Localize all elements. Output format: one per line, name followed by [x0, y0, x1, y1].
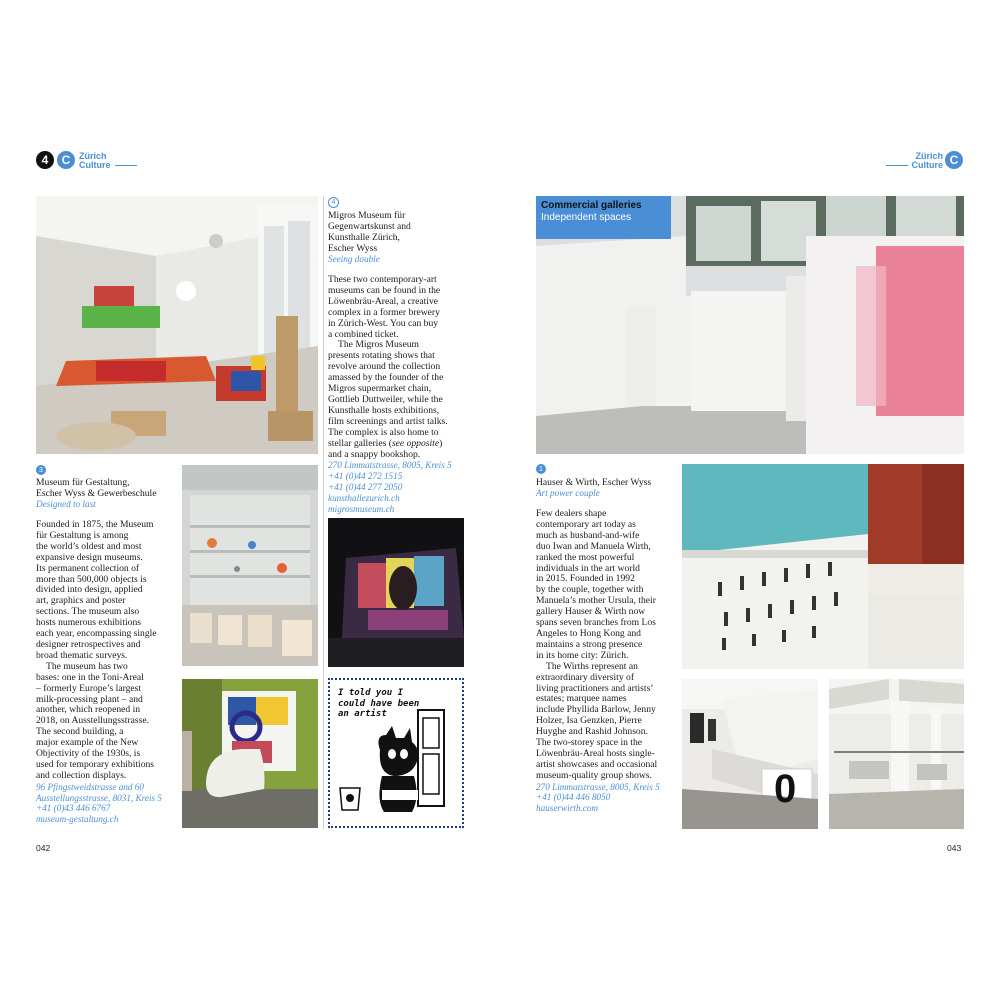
- page-section-number: 4: [36, 151, 54, 169]
- entry-address: 270 Limmatstrasse, 8005, Kreis 5 +41 (0)44 446 8050 hauserwirth.com: [536, 782, 678, 814]
- right-header-labels: [880, 152, 943, 170]
- column-divider: [323, 196, 324, 829]
- entry-title: Hauser & Wirth, Escher Wyss: [536, 477, 652, 488]
- left-header-labels: [79, 152, 137, 170]
- entry-subtitle: Designed to last: [36, 499, 96, 509]
- column-gallery-photo: [829, 679, 964, 829]
- section-tag-subtitle: Independent spaces: [541, 212, 632, 223]
- header-section: Culture: [79, 160, 111, 170]
- entry-body: Founded in 1875, the Museum für Gestaltung is among the world’s oldest and most expansive design museums. Its permanent collection of more than 500,000 objects is divided into design, applied art, graphics and poster sections. The museum also hosts numerous exhibitions each year, encompassing single designer retrospectives and broad thematic surveys. The museum has two bases: one in the Toni-Areal – formerly Europe’s largest milk-processing plant – and another, which reopened in 2018, on Ausstellungsstrasse. The second building, a major example of the New Objectivity of the 1930s, is used for temporary exhibitions and collection displays.: [36, 519, 157, 781]
- entry-address: 270 Limmatstrasse, 8005, Kreis 5 +41 (0)44 272 1515 +41 (0)44 277 2050 kunsthallezurich.ch migrosmuseum.ch: [328, 460, 468, 514]
- header-section: Culture: [911, 160, 943, 170]
- entry-number-badge: 3: [36, 465, 46, 475]
- entry-address: 96 Pfingstweidstrasse and 60 Ausstellungsstrasse, 8031, Kreis 5 +41 (0)43 446 6767 museum-gestaltung.ch: [36, 782, 178, 825]
- page-number-left: 042: [36, 843, 51, 853]
- website-link[interactable]: hauserwirth.com: [536, 803, 599, 814]
- museum-entry: [36, 465, 178, 825]
- header-rule: [115, 165, 137, 166]
- cartoon-illustration: [328, 678, 464, 828]
- header-city: Zürich: [915, 151, 943, 161]
- entry-title: Migros Museum für Gegenwartskunst and Kunsthalle Zürich, Escher Wyss: [328, 210, 411, 254]
- shelf-display-photo: [182, 465, 318, 666]
- sculpture-stair-photo: [682, 679, 818, 829]
- website-link[interactable]: kunsthallezurich.ch: [328, 492, 400, 503]
- entry-body: These two contemporary-art museums can be found in the Löwenbräu-Areal, a creative complex in a former brewery in Zürich-West. You can buy a combined ticket. The Migros Museum presents rotating shows that revolve around the collection amassed by the founder of the Migros supermarket chain, Gottlieb Duttweiler, while the Kunsthalle hosts exhibitions, film screenings and artist talks. The complex is also home to stellar galleries (see opposite) and a snappy bookshop.: [328, 274, 448, 460]
- entry-number-badge: 1: [536, 464, 546, 474]
- website-link[interactable]: migrosmuseum.ch: [328, 503, 395, 514]
- hauser-entry: [536, 464, 678, 814]
- culture-section-badge: C: [945, 151, 963, 169]
- building-exterior-photo: [682, 464, 964, 669]
- section-tag: [536, 196, 671, 239]
- sculpture-numeral: 0: [774, 767, 797, 811]
- header-city: Zürich: [79, 151, 107, 161]
- section-tag-title: Commercial galleries: [541, 200, 642, 211]
- entry-body: Few dealers shape contemporary art today as much as husband-and-wife duo Iwan and Manuela Wirth, ranked the most powerful individuals in the art world in 2015. Founded in 1992 by the couple, together with Manuela’s mother Ursula, their gallery Hauser & Wirth now spans seven branches from Los Angeles to Hong Kong and maintains a strong presence in its home city: Zürich. The Wirths represent an extraordinary diversity of living practitioners and artists’ estates; marquee names include Phyllida Barlow, Jenny Holzer, Isa Genzken, Pierre Huyghe and Rashid Johnson. The two-storey space in the Löwenbräu-Areal hosts single- artist showcases and occasional museum-quality group shows.: [536, 508, 658, 781]
- lounge-bench-photo: [182, 679, 318, 828]
- website-link[interactable]: museum-gestaltung.ch: [36, 814, 119, 825]
- header-rule: [886, 165, 908, 166]
- video-installation-photo: [328, 518, 464, 667]
- page-number-right: 043: [947, 843, 962, 853]
- entry-number-badge: 4: [328, 197, 339, 208]
- entry-title: Museum für Gestaltung, Escher Wyss & Gewerbeschule: [36, 477, 157, 499]
- cartoon-caption: I told you I could have been an artist: [338, 688, 420, 719]
- entry-subtitle: Seeing double: [328, 254, 380, 264]
- museum-interior-photo: [36, 196, 318, 454]
- entry-subtitle: Art power couple: [536, 488, 600, 498]
- migros-entry: [328, 197, 468, 514]
- culture-section-badge: C: [57, 151, 75, 169]
